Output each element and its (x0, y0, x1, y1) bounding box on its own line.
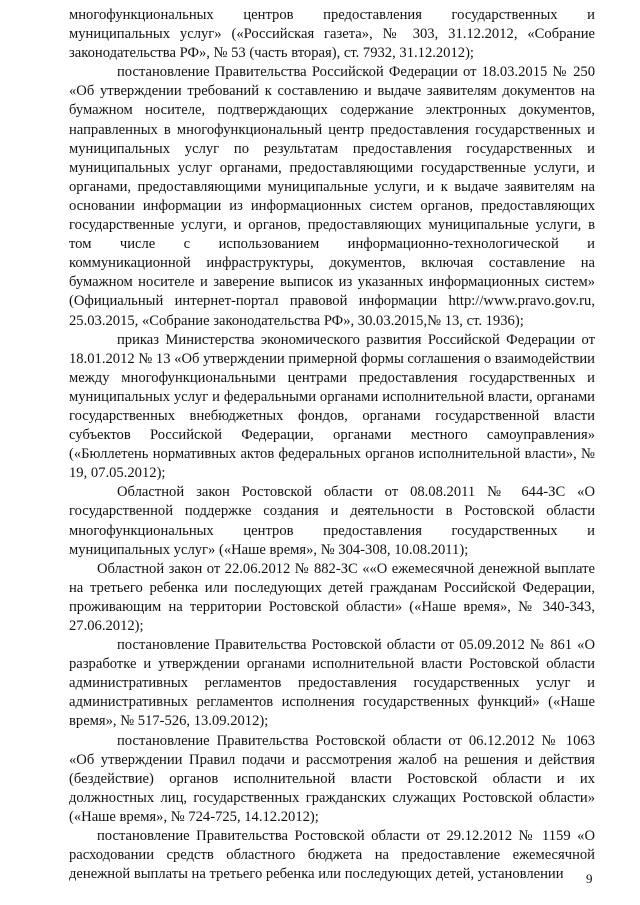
paragraph-regional-law-882: Областной закон от 22.06.2012 № 882-ЗС ««О ежемесячной денежной выплате на третьего ребенка или последующих детей гражданам Российской Федерации, проживающим на территории Ростовской области» («Наше время», № 340-343, 27.06.2012); (69, 560, 595, 634)
paragraph-government-decree-250: постановление Правительства Российской Федерации от 18.03.2015 № 250 «Об утверждении требований к составлению и выдаче заявителям документов на бумажном носителе, подтверждающих содержание электронных документов, направленных в многофункциональный центр предоставления государственных и муниципальных услуг по результатам предоставления государственных и муниципальных услуг органами, предоставляющими государственные услуги, и органами, предоставляющими муниципальные услуги, и к выдаче заявителям на основании информации из информационных систем органов, предоставляющих государственные услуги, и органов, предоставляющих муниципальные услуги, в том числе с использованием информационно-технологической и коммуникационной инфраструктуры, документов, включая составление на бумажном носителе и заверение выписок из указанных информационных систем» (Официальный интернет-портал правовой информации http://www.pravo.gov.ru, 25.03.2015, «Собрание законодательства РФ», 30.03.2015,№ 13, ст. 1936); (69, 64, 595, 329)
paragraph-regional-decree-861: постановление Правительства Ростовской области от 05.09.2012 № 861 «О разработке и утверждении органами исполнительной власти Ростовской области административных регламентов предоставления государственных услуг и административных регламентов исполнения государственных функций» («Наше время», № 517-526, 13.09.2012); (69, 637, 595, 730)
document-page (69, 6, 595, 884)
page-number: 9 (586, 871, 593, 886)
paragraph-regional-decree-1159: постановление Правительства Ростовской области от 29.12.2012 № 1159 «О расходовании средств областного бюджета на предоставление ежемесячной денежной выплаты на третьего ребенка или последующих детей, установлении (69, 828, 595, 883)
paragraph-ministry-order-13: приказ Министерства экономического развития Российской Федерации от 18.01.2012 № 13 «Об утверждении примерной формы соглашения о взаимодействии между многофункциональными центрами предоставления государственных и муниципальных услуг и федеральными органами исполнительной власти, органами государственных внебюджетных фондов, органами государственной власти субъектов Российской Федерации, органами местного самоуправления» («Бюллетень нормативных актов федеральных органов исполнительной власти», № 19, 07.05.2012); (69, 331, 595, 482)
paragraph-continuation-mfc-rules: многофункциональных центров предоставления государственных и муниципальных услуг» («Российская газета», № 303, 31.12.2012, «Собрание законодательства РФ», № 53 (часть вторая), ст. 7932, 31.12.2012); (69, 7, 595, 62)
paragraph-regional-decree-1063: постановление Правительства Ростовской области от 06.12.2012 № 1063 «Об утверждении Правил подачи и рассмотрения жалоб на решения и действия (бездействие) органов исполнительной власти Ростовской области и их должностных лиц, государственных гражданских служащих Ростовской области» («Наше время», № 724-725, 14.12.2012); (69, 732, 595, 825)
paragraph-regional-law-644: Областной закон Ростовской области от 08.08.2011 № 644-ЗС «О государственной поддержке создания и деятельности в Ростовской области многофункциональных центров предоставления государственных и муниципальных услуг» («Наше время», № 304-308, 10.08.2011); (69, 484, 595, 558)
